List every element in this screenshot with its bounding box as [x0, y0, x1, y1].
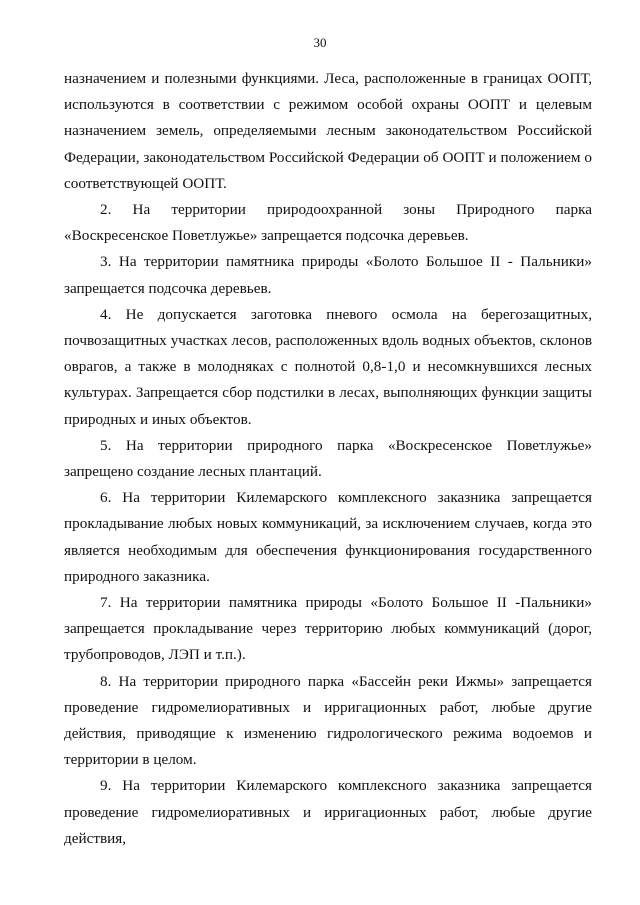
- paragraph-item-9: 9. На территории Килемарского комплексного заказника запрещается проведение гидромелиоративных и ирригационных работ, любые другие действия,: [64, 777, 592, 847]
- paragraph-continuation: назначением и полезными функциями. Леса, расположенные в границах ООПТ, используются в соответствии с режимом особой охраны ООПТ и целевым назначением земель, определяемыми лесным законодательством Российской Федерации, законодательством Российской Федерации об ООПТ и положением о соответствующей ООПТ.: [64, 70, 592, 192]
- document-body: [64, 66, 592, 852]
- paragraph-item-6: 6. На территории Килемарского комплексного заказника запрещается прокладывание любых новых коммуникаций, за исключением случаев, когда это является необходимым для обеспечения функционирования государственного природного заказника.: [64, 489, 592, 585]
- paragraph-item-7: 7. На территории памятника природы «Болото Большое II -Пальники» запрещается прокладывание через территорию любых коммуникаций (дорог, трубопроводов, ЛЭП и т.п.).: [64, 594, 592, 664]
- paragraph-item-3: 3. На территории памятника природы «Болото Большое II - Пальники» запрещается подсочка деревьев.: [64, 253, 592, 297]
- paragraph-item-2: 2. На территории природоохранной зоны Природного парка «Воскресенское Поветлужье» запрещается подсочка деревьев.: [64, 201, 592, 245]
- paragraph-item-5: 5. На территории природного парка «Воскресенское Поветлужье» запрещено создание лесных плантаций.: [64, 436, 592, 481]
- page-number: 30: [313, 35, 327, 50]
- paragraph-item-4: 4. Не допускается заготовка пневого осмола на берегозащитных, почвозащитных участках лесов, расположенных вдоль водных объектов, склонов оврагов, а также в молодняках с полнотой 0,8-1,0 и несомкнувшихся лесных культурах. Запрещается сбор подстилки в лесах, выполняющих функции защиты природных и иных объектов.: [64, 305, 592, 428]
- paragraph-item-8: 8. На территории природного парка «Бассейн реки Ижмы» запрещается проведение гидромелиоративных и ирригационных работ, любые другие действия, приводящие к изменению гидрологического режима водоемов и территории в целом.: [64, 672, 592, 769]
